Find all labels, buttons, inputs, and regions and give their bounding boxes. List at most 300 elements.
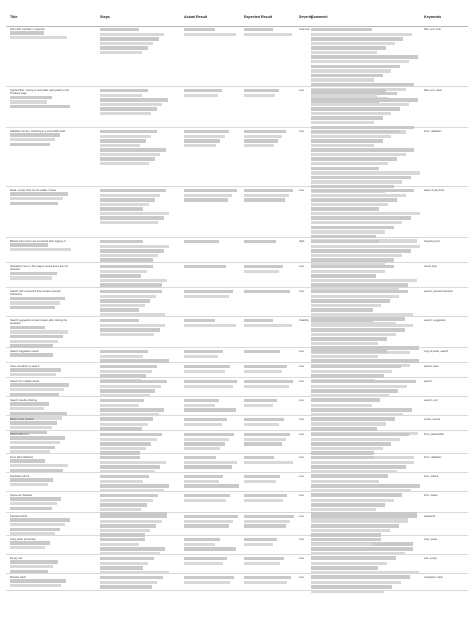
text-line	[311, 198, 397, 201]
text-line	[311, 418, 395, 421]
text-line	[100, 98, 168, 101]
text-line	[244, 433, 290, 436]
text-line	[311, 121, 374, 124]
kw-text: copy & paste, search	[424, 350, 449, 353]
text-line	[184, 319, 215, 322]
text-line	[244, 557, 284, 560]
text-line	[311, 566, 378, 569]
actual-cell	[184, 418, 240, 427]
sev-text: Low	[299, 399, 304, 402]
text-line	[311, 547, 413, 550]
text-line	[10, 335, 63, 338]
text-line	[311, 313, 413, 316]
text-line	[244, 380, 293, 383]
expect-cell	[244, 240, 296, 245]
text-line	[10, 426, 52, 429]
text-line	[100, 258, 153, 261]
kw-text: filter, sort, reset	[424, 89, 442, 92]
text-line	[10, 31, 44, 34]
actual-cell	[184, 89, 240, 98]
kw-text: search, special character	[424, 290, 453, 293]
text-line	[311, 438, 400, 441]
text-line	[244, 404, 273, 407]
text-line	[100, 194, 160, 197]
sev-text: High	[299, 240, 305, 243]
text-line	[311, 130, 400, 133]
table-row	[6, 492, 468, 513]
text-line	[10, 143, 50, 146]
text-line	[244, 144, 274, 147]
title-text: Search suggestion panel	[10, 350, 39, 353]
kw-text: form, validation	[424, 130, 442, 133]
text-line	[244, 270, 279, 273]
text-line	[311, 529, 390, 532]
text-line	[244, 130, 286, 133]
text-line	[100, 153, 160, 156]
actual-cell	[184, 576, 240, 585]
text-line	[100, 207, 143, 210]
text-line	[311, 324, 413, 327]
text-line	[10, 441, 60, 444]
text-line	[311, 180, 402, 183]
text-line	[10, 276, 52, 279]
text-line	[100, 365, 157, 368]
text-line	[184, 456, 216, 459]
text-line	[244, 198, 285, 201]
text-line	[100, 274, 141, 277]
expect-cell	[244, 494, 296, 503]
text-line	[311, 538, 381, 541]
actual-cell	[184, 28, 240, 37]
actual-cell	[184, 456, 240, 470]
kw-cell	[424, 240, 468, 243]
text-line	[311, 475, 388, 478]
text-line	[311, 404, 372, 407]
kw-text: password	[424, 515, 436, 518]
text-line	[311, 171, 420, 174]
text-line	[311, 576, 410, 579]
text-line	[244, 319, 273, 322]
table-row	[6, 263, 468, 288]
kw-cell	[424, 433, 468, 436]
title-text: Search with a keyword that contains special characters	[10, 290, 61, 297]
title-cell	[10, 240, 72, 253]
title-text: Dead / empty links on the reader / footer	[10, 189, 57, 192]
text-line	[311, 89, 386, 92]
text-line	[311, 135, 391, 138]
text-line	[244, 240, 276, 243]
text-line	[184, 438, 229, 441]
text-line	[100, 389, 155, 392]
header-row	[6, 12, 468, 27]
text-line	[184, 557, 227, 560]
text-line	[184, 399, 219, 402]
text-line	[10, 353, 53, 356]
table-row	[6, 317, 468, 348]
text-line	[184, 475, 223, 478]
text-line	[100, 418, 153, 421]
header-expected: Expected Result	[244, 15, 272, 19]
text-line	[100, 130, 157, 133]
text-line	[100, 480, 143, 483]
text-line	[311, 342, 378, 345]
text-line	[10, 541, 50, 544]
text-line	[311, 515, 417, 518]
text-line	[311, 408, 412, 411]
sev-text: Low	[299, 538, 304, 541]
text-line	[184, 240, 219, 243]
text-line	[100, 295, 156, 298]
text-line	[10, 469, 63, 472]
text-line	[184, 520, 233, 523]
text-line	[10, 393, 59, 396]
comm-cell	[311, 189, 421, 244]
text-line	[244, 524, 286, 527]
text-line	[311, 265, 394, 268]
text-line	[311, 590, 384, 593]
text-line	[244, 33, 292, 36]
text-line	[184, 295, 229, 298]
text-line	[311, 520, 408, 523]
sev-text: Low	[299, 350, 304, 353]
text-line	[100, 308, 139, 311]
title-cell	[10, 290, 72, 311]
kw-cell	[424, 538, 468, 541]
text-line	[100, 265, 153, 268]
text-line	[100, 135, 151, 138]
text-line	[184, 290, 233, 293]
text-line	[100, 144, 140, 147]
actual-cell	[184, 475, 240, 489]
text-line	[311, 385, 407, 388]
text-line	[184, 499, 226, 502]
text-line	[184, 547, 236, 550]
text-line	[311, 249, 411, 252]
text-line	[10, 105, 70, 108]
text-line	[311, 167, 379, 170]
steps-cell	[100, 557, 170, 575]
text-line	[244, 423, 279, 426]
sev-text: Low	[299, 380, 304, 383]
text-line	[311, 69, 391, 72]
text-line	[311, 585, 392, 588]
text-line	[10, 96, 52, 99]
text-line	[184, 494, 230, 497]
text-line	[10, 383, 69, 386]
text-line	[311, 46, 386, 49]
text-line	[10, 421, 57, 424]
text-line	[10, 483, 48, 486]
text-line	[311, 480, 379, 483]
text-line	[311, 94, 377, 97]
actual-cell	[184, 130, 240, 148]
text-line	[311, 153, 406, 156]
text-line	[311, 543, 373, 546]
text-line	[184, 433, 234, 436]
text-line	[311, 465, 406, 468]
expect-cell	[244, 28, 296, 37]
text-line	[100, 162, 149, 165]
text-line	[100, 203, 149, 206]
kw-cell	[424, 28, 468, 31]
steps-cell	[100, 576, 170, 590]
title-cell	[10, 433, 72, 455]
title-cell	[10, 456, 72, 473]
sev-text: Low	[299, 89, 304, 92]
text-line	[311, 494, 402, 497]
expect-cell	[244, 576, 296, 585]
actual-cell	[184, 399, 240, 413]
text-line	[244, 370, 282, 373]
expect-cell	[244, 380, 296, 389]
sev-text: Low	[299, 130, 304, 133]
text-line	[10, 464, 68, 467]
text-line	[311, 279, 417, 282]
text-line	[10, 446, 55, 449]
text-line	[311, 484, 420, 487]
sev-text: Low	[299, 433, 304, 436]
text-line	[100, 254, 158, 257]
text-line	[244, 139, 278, 142]
text-line	[10, 518, 70, 521]
text-line	[244, 494, 287, 497]
steps-cell	[100, 265, 170, 288]
expect-cell	[244, 365, 296, 374]
text-line	[100, 148, 166, 151]
text-line	[311, 74, 383, 77]
text-line	[100, 543, 139, 546]
title-text: Applied filter: sorting is reset after going back to the Products page	[10, 89, 69, 96]
kw-text: copy, paste	[424, 538, 438, 541]
kw-cell	[424, 576, 468, 579]
kw-cell	[424, 290, 468, 293]
title-cell	[10, 475, 72, 488]
text-line	[311, 139, 383, 142]
text-line	[311, 319, 373, 322]
sev-text: Low	[299, 290, 304, 293]
title-cell	[10, 365, 72, 378]
expect-cell	[244, 557, 296, 566]
steps-cell	[100, 475, 170, 493]
text-line	[10, 202, 58, 205]
title-cell	[10, 515, 72, 537]
sev-text: Usability	[299, 319, 309, 322]
text-line	[100, 399, 144, 402]
title-text: Space as character	[10, 494, 33, 497]
text-line	[311, 212, 420, 215]
text-line	[184, 198, 228, 201]
text-line	[244, 581, 287, 584]
text-line	[10, 507, 52, 510]
header-comment: Comment	[311, 15, 328, 19]
text-line	[100, 51, 142, 54]
text-line	[244, 28, 273, 31]
title-cell	[10, 557, 72, 574]
text-line	[100, 404, 139, 407]
text-line	[311, 98, 418, 101]
text-line	[100, 494, 158, 497]
text-line	[10, 373, 56, 376]
actual-cell	[184, 494, 240, 503]
text-line	[184, 144, 216, 147]
table-row	[6, 416, 468, 431]
table-row	[6, 513, 468, 536]
steps-cell	[100, 380, 170, 398]
spreadsheet	[6, 12, 468, 592]
actual-cell	[184, 265, 240, 270]
table-row	[6, 288, 468, 317]
steps-cell	[100, 189, 170, 226]
text-line	[244, 515, 294, 518]
kw-text: recent logs	[424, 265, 437, 268]
text-line	[100, 212, 169, 215]
kw-text: dead, empty links	[424, 189, 445, 192]
text-line	[244, 135, 282, 138]
text-line	[184, 515, 238, 518]
actual-cell	[184, 380, 240, 389]
text-line	[311, 461, 414, 464]
title-text: Filter with meridiem / selection	[10, 28, 45, 31]
kw-cell	[424, 456, 468, 459]
text-line	[100, 324, 165, 327]
text-line	[244, 562, 280, 565]
text-line	[100, 484, 169, 487]
text-line	[244, 461, 293, 464]
text-line	[10, 36, 67, 39]
text-line	[100, 433, 162, 436]
sev-text: Low	[299, 475, 304, 478]
text-line	[311, 189, 414, 192]
text-line	[311, 103, 409, 106]
text-line	[244, 350, 280, 353]
text-line	[100, 313, 165, 316]
title-cell	[10, 265, 72, 281]
title-text: Basket (cart) items are not saved after logging in	[10, 240, 66, 243]
text-line	[10, 197, 63, 200]
text-line	[184, 370, 225, 373]
text-line	[100, 270, 147, 273]
text-line	[184, 324, 236, 327]
text-line	[311, 162, 388, 165]
text-line	[10, 192, 68, 195]
text-line	[100, 355, 143, 358]
text-line	[100, 319, 139, 322]
text-line	[10, 497, 61, 500]
actual-cell	[184, 538, 240, 552]
title-text: Placeholder text	[10, 433, 29, 436]
text-line	[10, 306, 55, 309]
text-line	[184, 355, 218, 358]
text-line	[244, 418, 284, 421]
text-line	[100, 438, 157, 441]
text-line	[311, 433, 409, 436]
text-line	[311, 245, 420, 248]
text-line	[10, 407, 44, 410]
text-line	[184, 447, 220, 450]
text-line	[10, 344, 53, 347]
text-line	[311, 240, 379, 243]
text-line	[100, 456, 140, 459]
text-line	[100, 508, 141, 511]
expect-cell	[244, 515, 296, 529]
text-line	[311, 148, 414, 151]
text-line	[311, 60, 409, 63]
title-text: Search for multiple words	[10, 380, 40, 383]
text-line	[311, 442, 391, 445]
text-line	[244, 438, 286, 441]
text-line	[184, 408, 236, 411]
text-line	[10, 402, 49, 405]
steps-cell	[100, 319, 170, 337]
kw-cell	[424, 475, 468, 478]
steps-cell	[100, 290, 170, 317]
text-line	[100, 499, 153, 502]
text-line	[184, 189, 237, 192]
header-title: Title	[10, 15, 18, 19]
text-line	[100, 328, 160, 331]
text-line	[10, 412, 67, 415]
text-line	[10, 301, 60, 304]
text-line	[100, 524, 156, 527]
text-line	[100, 503, 147, 506]
steps-cell	[100, 130, 170, 167]
comm-cell	[311, 576, 421, 594]
text-line	[244, 365, 287, 368]
text-line	[311, 508, 376, 511]
expect-cell	[244, 538, 296, 547]
title-text: Case sensitivity in search	[10, 365, 40, 368]
text-line	[244, 399, 277, 402]
text-line	[100, 520, 162, 523]
table-row	[6, 431, 468, 454]
text-line	[10, 388, 64, 391]
text-line	[100, 112, 151, 115]
text-line	[184, 423, 222, 426]
text-line	[184, 538, 220, 541]
text-line	[100, 94, 142, 97]
text-line	[244, 499, 283, 502]
expect-cell	[244, 290, 296, 295]
text-line	[311, 221, 402, 224]
text-line	[244, 265, 283, 268]
title-text: Search results ordering	[10, 399, 37, 402]
expect-cell	[244, 456, 296, 465]
text-line	[100, 370, 152, 373]
kw-cell	[424, 89, 468, 92]
text-line	[311, 28, 372, 31]
title-text: Validation for de-/ matching in a convertible field	[10, 130, 66, 133]
table-row	[6, 128, 468, 187]
kw-cell	[424, 418, 468, 421]
table-row	[6, 574, 468, 591]
text-line	[100, 107, 157, 110]
text-line	[311, 423, 386, 426]
text-line	[184, 581, 230, 584]
steps-cell	[100, 240, 170, 263]
text-line	[311, 51, 377, 54]
text-line	[311, 116, 383, 119]
text-line	[100, 380, 167, 383]
text-line	[100, 42, 153, 45]
steps-cell	[100, 89, 170, 116]
text-line	[311, 254, 402, 257]
sev-text: Low	[299, 494, 304, 497]
text-line	[311, 37, 403, 40]
text-line	[311, 112, 391, 115]
text-line	[184, 562, 223, 565]
header-keywords: Keywords	[424, 15, 442, 19]
steps-cell	[100, 433, 170, 456]
